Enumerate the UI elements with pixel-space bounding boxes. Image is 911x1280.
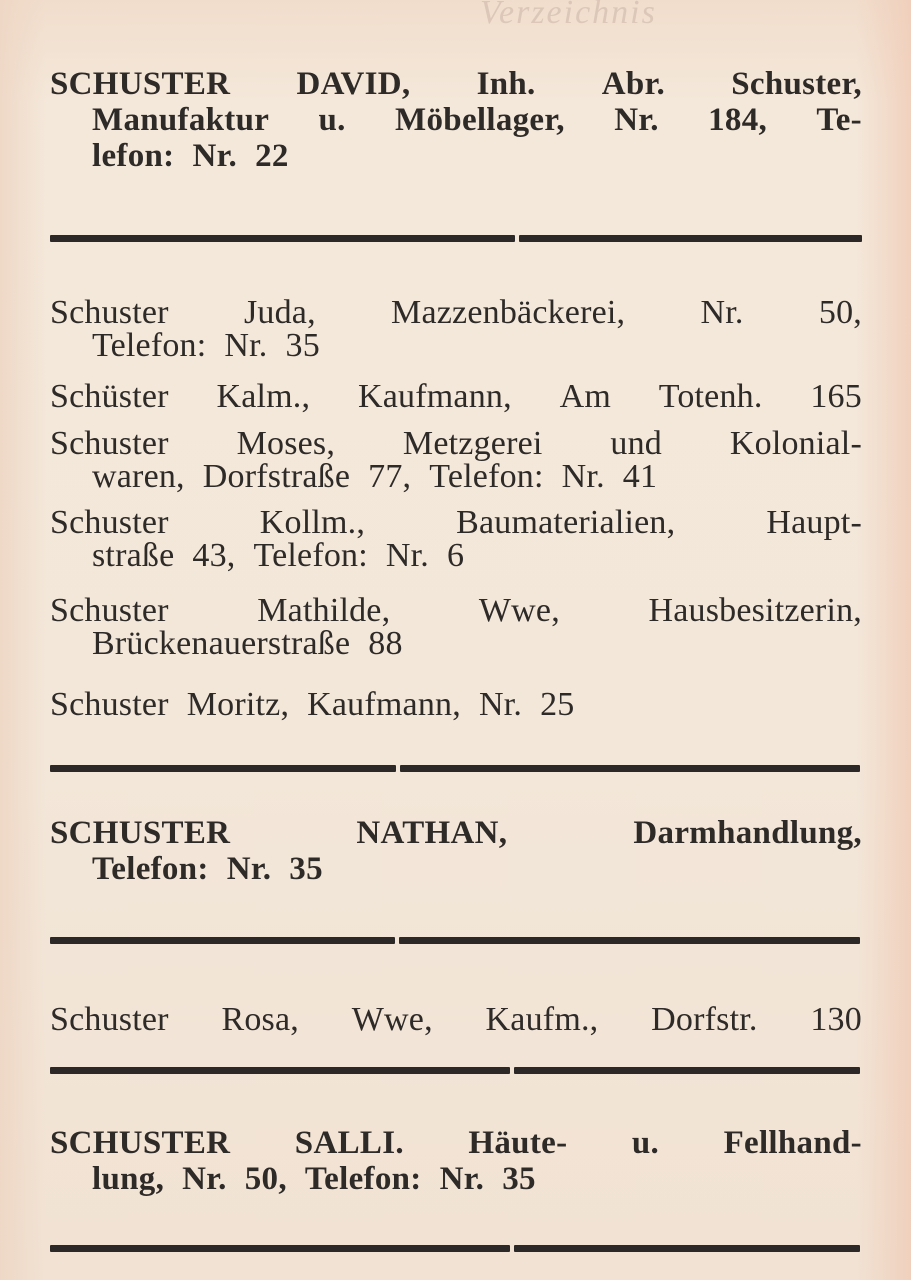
entry-word: Metzgerei — [402, 425, 543, 462]
separator-rule — [50, 1067, 860, 1074]
entry-word: Totenh. — [658, 378, 763, 415]
entry-word: und — [610, 425, 663, 462]
entry-line — [50, 460, 862, 493]
entry-word: Haupt- — [766, 504, 862, 541]
entry-word: u. — [631, 1125, 660, 1161]
entry-word: Telefon: — [304, 1161, 422, 1197]
entry-word: Hausbesitzerin, — [648, 592, 862, 629]
entry-line — [50, 380, 862, 413]
entry-word: SCHUSTER — [50, 66, 231, 102]
entry-word: Nr. — [182, 1161, 227, 1197]
entry-word: Moritz, — [186, 686, 290, 723]
entry-word: Möbellager, — [395, 102, 565, 138]
entry-word: NATHAN, — [356, 815, 508, 851]
entry-word: lefon: — [92, 138, 175, 174]
entry-word: straße — [92, 537, 175, 574]
entry-schuster-salli — [50, 1125, 862, 1197]
entry-line — [50, 296, 862, 329]
entry-word: Manufaktur — [92, 102, 270, 138]
entry-line — [50, 1161, 862, 1197]
entry-word: Baumaterialien, — [456, 504, 676, 541]
entry-schuster-nathan — [50, 815, 862, 887]
entry-line — [50, 815, 862, 851]
entry-line — [50, 539, 862, 572]
entry-schuster-kollm — [50, 506, 862, 572]
entry-word: Schuster — [50, 294, 169, 331]
entry-word: SCHUSTER — [50, 1125, 231, 1161]
entry-word: 22 — [255, 138, 289, 174]
entry-word: Nr. — [614, 102, 659, 138]
entry-word: Wwe, — [351, 1001, 433, 1038]
bleed-through-text: Verzeichnis — [480, 0, 657, 31]
entry-word: Schuster — [50, 592, 169, 629]
separator-rule — [50, 937, 860, 944]
entry-word: Darmhandlung, — [633, 815, 862, 851]
entry-line — [50, 851, 862, 887]
entry-word: Kaufmann, — [307, 686, 461, 723]
separator-rule — [50, 765, 860, 772]
entry-line — [50, 427, 862, 460]
entry-word: Telefon: — [253, 537, 368, 574]
entry-word: Schuster — [50, 686, 169, 723]
entry-word: u. — [318, 102, 346, 138]
entry-word: 35 — [289, 851, 323, 887]
entry-word: Schuster — [50, 425, 169, 462]
entry-word: 6 — [447, 537, 465, 574]
entry-word: Telefon: — [92, 327, 207, 364]
entry-word: 130 — [810, 1001, 862, 1038]
entry-word: Wwe, — [478, 592, 560, 629]
entry-word: Brückenauerstraße — [92, 625, 351, 662]
entry-word: Schuster — [50, 1001, 169, 1038]
entry-word: Schuster, — [731, 66, 862, 102]
entry-word: Häute- — [468, 1125, 568, 1161]
entry-line — [50, 66, 862, 102]
separator-rule — [50, 1245, 860, 1252]
entry-word: Kolonial- — [729, 425, 862, 462]
entry-word: Mathilde, — [257, 592, 391, 629]
entry-line — [50, 1125, 862, 1161]
entry-word: Nr. — [439, 1161, 485, 1197]
entry-word: Nr. — [478, 686, 523, 723]
entry-word: 88 — [368, 625, 403, 662]
entry-word: 41 — [622, 458, 658, 495]
entry-word: Kollm., — [259, 504, 366, 541]
entry-word: 43, — [192, 537, 236, 574]
entry-word: Schuster — [50, 504, 169, 541]
entry-word: waren, — [92, 458, 185, 495]
entry-word: DAVID, — [296, 66, 411, 102]
entry-line — [50, 329, 862, 362]
entry-word: Nr. — [192, 138, 238, 174]
entry-word: Kaufmann, — [357, 378, 512, 415]
entry-schuster-mathilde — [50, 594, 862, 660]
entry-word: Moses, — [236, 425, 336, 462]
entry-word: SCHUSTER — [50, 815, 231, 851]
entry-word: Inh. — [476, 66, 536, 102]
entry-line — [50, 506, 862, 539]
entry-word: Dorfstraße — [202, 458, 351, 495]
entry-word: 184, — [708, 102, 768, 138]
entry-word: Schüster — [50, 378, 169, 415]
entry-word: Abr. — [601, 66, 666, 102]
entry-word: Kalm., — [216, 378, 311, 415]
entry-word: Nr. — [700, 294, 744, 331]
entry-line — [50, 627, 862, 660]
entry-schuster-moses — [50, 427, 862, 493]
entry-word: Telefon: — [429, 458, 544, 495]
entry-schuster-juda — [50, 296, 862, 362]
entry-line — [50, 594, 862, 627]
entry-word: Nr. — [224, 327, 268, 364]
entry-word: Fellhand- — [723, 1125, 862, 1161]
entry-word: Telefon: — [92, 851, 209, 887]
entry-word: Te- — [816, 102, 862, 138]
entry-word: Nr. — [226, 851, 272, 887]
entry-word: 165 — [810, 378, 862, 415]
entry-schuster-rosa — [50, 1003, 862, 1036]
entry-line — [50, 138, 862, 174]
entry-word: Dorfstr. — [651, 1001, 758, 1038]
entry-word: 25 — [540, 686, 575, 723]
entry-word: 77, — [368, 458, 412, 495]
entry-word: Nr. — [385, 537, 430, 574]
entry-word: SALLI. — [294, 1125, 404, 1161]
entry-word: Kaufm., — [485, 1001, 599, 1038]
entry-line — [50, 688, 862, 721]
entry-word: 35 — [285, 327, 320, 364]
entry-line — [50, 1003, 862, 1036]
entry-word: Mazzenbäckerei, — [391, 294, 626, 331]
entry-schuster-kalm — [50, 380, 862, 413]
entry-schuster-moritz — [50, 688, 862, 721]
entry-word: Am — [559, 378, 611, 415]
entry-line — [50, 102, 862, 138]
entry-schuster-david — [50, 66, 862, 174]
entry-word: 50, — [244, 1161, 287, 1197]
entry-word: lung, — [92, 1161, 165, 1197]
separator-rule — [50, 235, 862, 242]
entry-word: 35 — [502, 1161, 536, 1197]
entry-word: 50, — [818, 294, 862, 331]
entry-word: Nr. — [561, 458, 605, 495]
entry-word: Juda, — [243, 294, 316, 331]
entry-word: Rosa, — [221, 1001, 299, 1038]
